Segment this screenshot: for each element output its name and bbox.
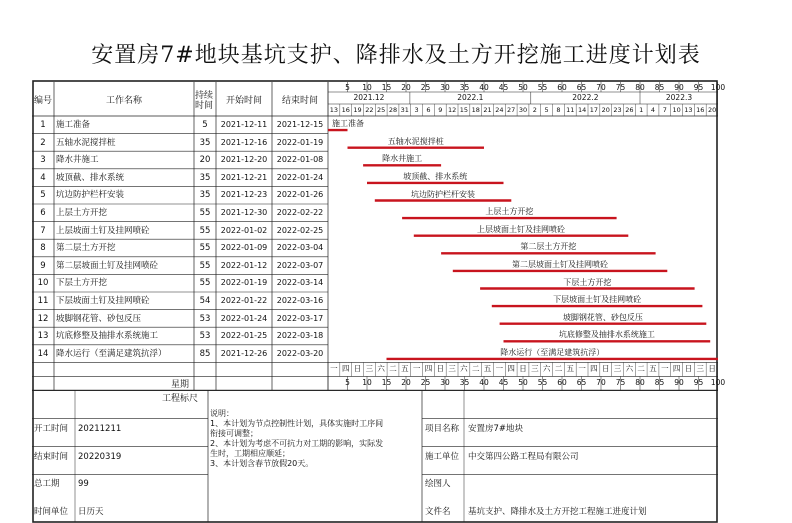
ruler-number: 75	[615, 378, 626, 388]
notes-line: 2、本计划为考虑不可抗力对工期的影响，实际发	[210, 439, 384, 448]
start-time-value: 20211211	[78, 424, 122, 434]
task-name: 上层土方开挖	[56, 208, 108, 218]
day-label: 13	[329, 106, 339, 114]
task-number: 13	[37, 331, 49, 342]
day-label: 13	[684, 106, 693, 114]
task-end: 2022-01-26	[276, 190, 324, 200]
file-name-label: 文件名	[425, 507, 451, 517]
time-unit-label: 时间单位	[34, 507, 69, 517]
weekday-label: 日	[601, 364, 610, 374]
task-end: 2022-02-25	[276, 225, 324, 235]
weekday-label: 二	[389, 364, 397, 374]
scale-number: 40	[479, 83, 489, 92]
task-start: 2021-12-21	[220, 172, 268, 182]
day-label: 31	[400, 106, 409, 114]
day-label: 16	[341, 106, 350, 114]
notes-line: 衔接可调整；	[210, 429, 258, 438]
task-end: 2022-03-20	[276, 348, 324, 358]
weekday-label: 四	[507, 364, 515, 374]
scale-number: 65	[576, 83, 587, 92]
task-name: 坡顶截、排水系统	[56, 172, 125, 183]
task-name: 第二层土方开挖	[56, 243, 116, 254]
task-name: 上层坡面土钉及挂网喷砼	[56, 225, 150, 236]
task-number: 8	[40, 243, 46, 254]
ruler-number: 100	[710, 378, 726, 388]
ruler-number: 65	[576, 378, 587, 388]
time-unit-value: 日历天	[78, 507, 104, 517]
month-label: 2022.2	[572, 93, 599, 102]
task-duration: 35	[199, 137, 211, 148]
ruler-number: 60	[557, 378, 567, 388]
month-label: 2022.1	[457, 93, 484, 102]
task-start: 2022-01-22	[220, 296, 268, 305]
scale-number: 75	[615, 83, 626, 92]
task-duration: 54	[199, 296, 211, 306]
day-label: 27	[507, 106, 516, 114]
scale-number: 50	[518, 83, 528, 92]
weekday-label: 五	[649, 364, 657, 374]
gantt-bar-label: 坡脚钢花管、砂包反压	[562, 312, 643, 322]
header-task-name: 工作名称	[105, 96, 142, 106]
task-end: 2022-03-04	[276, 243, 324, 253]
month-label: 2022.3	[665, 93, 693, 102]
task-name: 下层土方开挖	[56, 278, 108, 289]
scale-number: 45	[498, 83, 509, 92]
weekday-label: 六	[625, 364, 634, 374]
header-start: 开始时间	[225, 96, 262, 106]
ruler-number: 5	[345, 378, 350, 388]
task-number: 3	[40, 155, 46, 166]
ruler-number: 35	[459, 378, 470, 388]
scale-number: 95	[693, 83, 704, 92]
weekday-label: 二	[637, 364, 645, 374]
task-end: 2021-12-15	[276, 120, 324, 129]
notes	[210, 409, 420, 469]
task-name: 坑边防护栏杆安装	[56, 190, 125, 201]
task-name: 坡脚钢花管、砂包反压	[56, 313, 142, 324]
gantt-bar-label: 第二层坡面土钉及挂网喷砼	[512, 259, 609, 269]
weekday-label: 三	[448, 364, 456, 374]
day-label: 24	[495, 106, 504, 114]
day-label: 23	[613, 106, 622, 114]
day-label: 4	[650, 106, 656, 114]
task-number: 7	[40, 225, 46, 236]
ruler-number: 20	[401, 378, 411, 388]
task-end: 2022-03-17	[276, 313, 324, 323]
weekday-label: 日	[353, 364, 362, 374]
gantt-bar-label: 五轴水泥搅拌桩	[387, 136, 444, 146]
scale-number: 90	[674, 83, 684, 92]
notes-line: 3、本计划含春节放假20天。	[210, 459, 314, 468]
day-label: 20	[707, 106, 717, 114]
task-number: 12	[37, 313, 49, 324]
ruler-label: 工程标尺	[161, 394, 198, 404]
weekday-label: 一	[495, 364, 504, 374]
gantt-bar-label: 施工准备	[332, 119, 364, 129]
weekday-label: 六	[542, 364, 551, 374]
task-start: 2022-01-24	[220, 313, 268, 323]
task-start: 2021-12-16	[220, 137, 268, 147]
scale-number: 85	[654, 83, 665, 92]
gantt-bar-label: 降水运行（至满足建筑抗浮）	[500, 347, 605, 357]
weekday-label: 日	[519, 364, 527, 374]
gantt-bar-label: 坑边防护栏杆安装	[411, 189, 476, 199]
scale-number: 35	[459, 83, 470, 92]
ruler-number: 80	[635, 378, 645, 388]
ruler-number: 25	[420, 378, 431, 388]
weekday-label: 日	[708, 364, 716, 374]
month-label: 2021.12	[353, 93, 385, 102]
ruler-number: 70	[596, 378, 606, 388]
header-duration: 持续时间	[194, 91, 213, 111]
ruler-number: 50	[518, 378, 528, 388]
task-duration: 55	[199, 208, 211, 218]
scale-number: 5	[345, 83, 350, 92]
task-number: 5	[40, 190, 46, 201]
task-end: 2022-02-22	[276, 208, 324, 217]
day-label: 7	[662, 106, 667, 114]
weekday-label: 五	[401, 364, 409, 374]
scale-number: 60	[557, 83, 567, 92]
weekday-label: 三	[365, 364, 374, 374]
drawer-label: 绘图人	[425, 479, 451, 489]
task-end: 2022-01-08	[276, 155, 324, 165]
scale-number: 25	[420, 83, 431, 92]
weekday-label: 一	[661, 364, 669, 374]
end-time-label: 结束时间	[34, 452, 69, 462]
task-duration: 35	[199, 190, 211, 201]
weekday-label: 三	[696, 364, 705, 374]
task-end: 2022-03-18	[276, 331, 324, 341]
task-end: 2022-03-07	[276, 260, 324, 270]
gantt-bar-label: 坑底修整及抽排水系统施工	[558, 330, 655, 340]
day-label: 1	[639, 106, 644, 114]
notes-line: 1、本计划为节点控制性计划，具体实施时工序间	[210, 419, 384, 428]
task-start: 2021-12-30	[220, 208, 268, 217]
weekday-label: 三	[613, 364, 622, 374]
task-name: 降水运行（至满足建筑抗浮）	[56, 348, 167, 359]
task-start: 2021-12-23	[220, 190, 268, 200]
weekday-label: 一	[330, 364, 338, 374]
weekday-label: 六	[377, 364, 385, 374]
weekday-label: 六	[460, 364, 468, 374]
day-label: 6	[426, 106, 431, 114]
gantt-bar-label: 第二层土方开挖	[520, 242, 577, 252]
gantt-bar-label: 坡顶截、排水系统	[403, 171, 468, 181]
file-name-value: 基坑支护、降排水及土方开挖工程施工进度计划	[468, 507, 647, 517]
weekday-label: 一	[412, 364, 421, 374]
task-duration: 55	[199, 260, 211, 271]
gantt-bar-label: 下层土方开挖	[563, 277, 612, 287]
weekday-label: 四	[424, 364, 433, 374]
start-time-label: 开工时间	[34, 424, 69, 434]
day-label: 18	[471, 106, 480, 114]
day-label: 30	[518, 106, 528, 114]
day-label: 21	[483, 106, 492, 114]
task-number: 2	[40, 137, 46, 148]
weekday-label: 五	[566, 364, 575, 374]
task-start: 2022-01-19	[220, 278, 268, 288]
task-duration: 35	[199, 172, 211, 183]
day-label: 8	[556, 106, 561, 114]
project-name-label: 项目名称	[425, 424, 460, 434]
scale-number: 55	[537, 83, 548, 92]
schedule-sheet	[32, 80, 726, 523]
ruler-number: 85	[654, 378, 665, 388]
task-duration: 53	[199, 313, 211, 324]
task-number: 10	[37, 278, 49, 289]
gantt-bar-label: 上层土方开挖	[485, 207, 534, 217]
scale-number: 20	[401, 83, 411, 92]
day-label: 2	[532, 106, 537, 114]
notes-line: 说明：	[210, 409, 234, 418]
day-label: 12	[447, 106, 457, 114]
scale-number: 10	[362, 83, 372, 92]
ruler-number: 30	[440, 378, 450, 388]
weekday-label: 四	[590, 364, 598, 374]
day-label: 5	[544, 106, 549, 114]
page-title: 安置房7#地块基坑支护、降排水及土方开挖施工进度计划表	[91, 43, 701, 68]
weekday-label: 日	[684, 364, 693, 374]
task-duration: 85	[199, 348, 211, 359]
task-start: 2022-01-12	[220, 260, 268, 270]
scale-number: 100	[710, 83, 726, 92]
ruler-number: 40	[479, 378, 489, 388]
task-duration: 55	[199, 278, 211, 289]
ruler-number: 15	[381, 378, 392, 388]
task-start: 2021-12-11	[220, 120, 268, 129]
weekday-label: 五	[483, 364, 492, 374]
day-label: 20	[601, 106, 610, 114]
ruler-number: 45	[498, 378, 509, 388]
weekday-label: 三	[531, 364, 539, 374]
scale-number: 30	[440, 83, 450, 92]
weekday-label: 四	[341, 364, 350, 374]
ruler-number: 95	[693, 378, 704, 388]
header-end: 结束时间	[281, 96, 318, 106]
project-name-value: 安置房7#地块	[468, 424, 524, 434]
scale-number: 70	[596, 83, 606, 92]
day-label: 19	[353, 106, 362, 114]
task-duration: 55	[199, 243, 211, 254]
day-label: 16	[696, 106, 705, 114]
task-name: 降水井施工	[56, 155, 99, 166]
gantt-bar-label: 下层坡面土钉及挂网喷砼	[553, 295, 642, 305]
task-duration: 55	[199, 225, 211, 236]
task-number: 4	[40, 172, 46, 183]
day-label: 26	[625, 106, 634, 114]
ruler-number: 90	[674, 378, 684, 388]
day-label: 14	[577, 106, 587, 114]
gantt-bar-label: 降水井施工	[382, 154, 423, 164]
weekday-label: 一	[578, 364, 586, 374]
weekday-label: 二	[471, 364, 480, 374]
task-start: 2021-12-20	[220, 155, 268, 165]
task-duration: 5	[202, 120, 208, 130]
day-label: 25	[377, 106, 386, 114]
task-end: 2022-01-19	[276, 137, 324, 147]
day-label: 11	[566, 106, 575, 114]
day-label: 9	[438, 106, 443, 114]
task-duration: 20	[199, 155, 211, 166]
scale-number: 15	[381, 83, 392, 92]
weekday-label: 星期	[170, 380, 189, 390]
task-start: 2022-01-09	[220, 243, 268, 253]
task-name: 坑底修整及抽排水系统施工	[56, 331, 159, 342]
task-end: 2022-03-14	[276, 278, 324, 288]
header-no: 编号	[33, 96, 52, 106]
task-start: 2022-01-25	[220, 331, 268, 341]
task-end: 2022-03-16	[276, 296, 324, 305]
task-name: 第二层坡面土钉及挂网喷砼	[56, 260, 159, 271]
task-number: 6	[40, 208, 46, 218]
scale-number: 80	[635, 83, 645, 92]
task-end: 2022-01-24	[276, 172, 324, 182]
task-start: 2022-01-02	[220, 225, 268, 235]
end-time-value: 20220319	[78, 452, 122, 462]
task-number: 14	[37, 348, 49, 359]
task-name: 下层坡面土钉及挂网喷砼	[56, 296, 150, 306]
task-start: 2021-12-26	[220, 348, 268, 358]
day-label: 28	[388, 106, 398, 114]
task-number: 1	[40, 120, 46, 130]
task-duration: 53	[199, 331, 211, 342]
gantt-bar-label: 上层坡面土钉及挂网喷砼	[477, 224, 566, 234]
total-duration-value: 99	[78, 479, 89, 489]
day-label: 15	[459, 106, 469, 114]
weekday-label: 二	[554, 364, 563, 374]
total-duration-label: 总工期	[34, 479, 60, 489]
ruler-number: 10	[362, 378, 372, 388]
day-label: 10	[672, 106, 681, 114]
day-label: 22	[365, 106, 374, 114]
notes-line: 生时，工期相应顺延；	[210, 449, 290, 458]
ruler-number: 55	[537, 378, 548, 388]
task-name: 施工准备	[56, 120, 91, 130]
day-label: 17	[589, 106, 599, 114]
builder-label: 施工单位	[425, 452, 460, 462]
builder-value: 中交第四公路工程局有限公司	[468, 452, 579, 462]
task-number: 11	[37, 296, 49, 306]
task-number: 9	[40, 260, 46, 271]
task-name: 五轴水泥搅拌桩	[56, 137, 116, 148]
weekday-label: 四	[672, 364, 681, 374]
weekday-label: 日	[436, 364, 445, 374]
day-label: 3	[414, 106, 419, 114]
